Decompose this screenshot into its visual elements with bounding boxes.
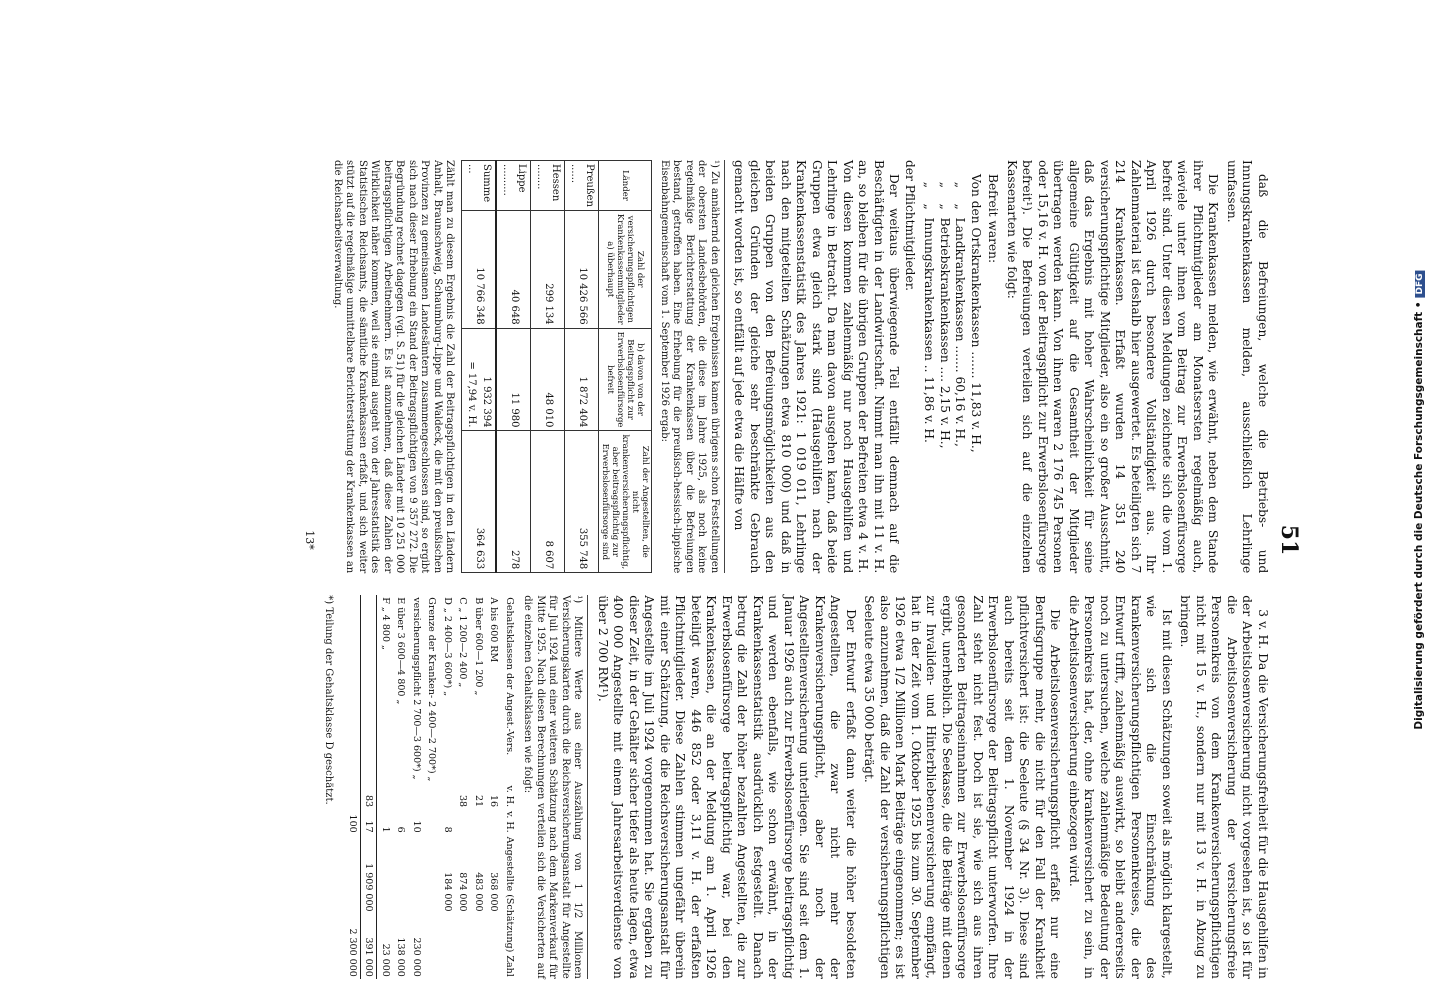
cell-count-2: [440, 914, 456, 979]
cell-pct-b: [424, 809, 440, 835]
cell-total: 10 766 348: [462, 210, 497, 328]
table-sum-row: [462, 161, 497, 573]
table-row: [393, 595, 409, 979]
header-pct-a: v. H.: [504, 785, 515, 808]
cell-count-1: 874 000: [457, 872, 469, 912]
cell-class: A bis 600 RM: [488, 597, 500, 663]
cell-count-2: [486, 914, 502, 979]
table-row: [565, 161, 599, 573]
left-paragraph-2: Die Krankenkassen melden, wie erwähnt, neben dem Stande ihrer Pflichtmitglieder am Monatsersten regelmäßig auch, wieviele unter ihnen vom Beitrag zur Erwerbslosenfürsorge befreit sind. Unter diesen Meldungen zeichnete sich die vom 1. April 1926 durch besondere Vollständigkeit aus. Ihr Zahlenmaterial ist deshalb hier ausgewertet. Es beteiligten sich 7 214 Krankenkassen. Erfaßt wurden 14 351 240 versicherungspflichtige Mitglieder, also ein so großer Ausschnitt, daß das Ergebnis mit hoher Wahrscheinlichkeit für seine allgemeine Gültigkeit auf die Gesamtheit der Mitglieder übertragen werden kann. Von ihnen waren 2 176 745 Personen oder 15,16 v. H. von der Beitragspflicht zur Erwerbslosenfürsorge befreit¹). Die Befreiungen verteilen sich auf die einzelnen Kassenarten wie folgt:: [1005, 160, 1221, 574]
cell-class: F „ 4 800 „: [380, 597, 391, 650]
right-paragraph-1: 3 v. H. Da die Versicherungsfreiheit für die Hausgehilfen in der Arbeitslosenversicherung nicht vorgesehen ist, so ist für die Arbeitslosenversicherung der versicherungsfreie Personenkreis von dem Krankenversicherungspflichtigen nicht mit 15 v. H., sondern nur mit 13 v. H. in Abzug zu bringen.: [1178, 595, 1270, 979]
cell-class: C „ 1 200—2 400 „: [457, 597, 469, 688]
page-footer-mark: 13*: [303, 530, 316, 550]
cell-pct-b: 1: [380, 826, 391, 833]
cell-count-1: 483 000: [473, 872, 484, 912]
salary-class-table: [345, 595, 518, 979]
table-row: [471, 595, 487, 979]
table-row: [486, 595, 502, 979]
salary-header-row: [502, 595, 518, 979]
two-column-body: [322, 160, 1270, 979]
cell-pct-b: 8: [442, 826, 453, 833]
dfg-credit: [1413, 270, 1425, 729]
table-row: [377, 595, 393, 979]
cell-pct-a: [424, 783, 440, 809]
cell-total: 299 134: [531, 210, 565, 328]
cell-count-1: 184 000: [442, 872, 453, 912]
cell-count-2: 23 000: [380, 943, 391, 977]
cell-pct-a: [377, 783, 393, 809]
table-header-row: [599, 161, 652, 573]
grand-count: 2 300 000: [345, 835, 361, 979]
cell-pct-a: [409, 783, 425, 809]
salary-grand-total-row: [345, 595, 361, 979]
cell-non-insured: 8 607: [531, 431, 565, 573]
cell-exempt: 11 980: [497, 328, 532, 431]
sum-exempt-value: 1 932 394: [481, 376, 493, 428]
cell-count-2: 138 000: [395, 937, 407, 977]
header-count: Angestellte (Schätzung) Zahl: [504, 836, 515, 977]
cell-land: Lippe ..........: [497, 161, 532, 211]
total-pct-a: 83: [361, 783, 378, 809]
table-row: [455, 595, 471, 979]
header-class: Gehaltsklassen der Angest.-Vers.: [504, 597, 515, 756]
cell-land: Summe ...: [462, 161, 497, 211]
cell-count-2: [471, 914, 487, 979]
header-exempt: b) davon von der Beitragspflicht zur Erwerbslosenfürsorge befreit: [599, 328, 652, 431]
dfg-credit-text: Digitalisierung gefördert durch die Deutsche Forschungsgemeinschaft •: [1413, 301, 1425, 730]
cell-class: D „ 2 400—3 600*) „: [442, 597, 453, 697]
cell-exempt: 1 872 404: [565, 328, 599, 431]
list-item: „ „ Betriebskrankenkassen .... 2,15 v. H.,: [938, 174, 952, 449]
grand-pct: 100: [345, 783, 361, 834]
cell-pct-a: 21: [473, 794, 484, 808]
cell-count-1: [424, 835, 440, 914]
cell-class: [345, 595, 361, 783]
dfg-sidebar: [1405, 0, 1434, 1000]
cell-pct-a: 16: [488, 794, 500, 808]
right-paragraph-2: Ist mit diesen Schätzungen soweit als möglich klargestellt, wie sich die Einschränkung des krankenversicherungspflichtigen Personenkreises, die der Entwurf trifft, zahlenmäßig auswirkt, so bleibt andererseits noch zu untersuchen, welche zahlenmäßige Bedeutung der Personenkreis hat, der, ohne krankenversichert zu sein, in die Arbeitslosenversicherung einbezogen wird.: [1067, 595, 1174, 979]
cell-count-2: [424, 914, 440, 979]
left-paragraph-3: Der weitaus überwiegende Teil entfällt demnach auf die Beschäftigten in der Landwirtschaft. Nimmt man ihn mit 11 v. H. an, so bleiben für die übrigen Gruppen der Befreiten etwa 4 v. H. Von diesen kommen zahlenmäßig nur noch Hausgehilfen und Lehrlinge in Betracht. Da man davon ausgehen kann, daß beide Gruppen etwa gleich stark sind (Hausgehilfen nach der Krankenkassenstatistik des Jahres 1921: 1 019 011, Lehrlinge nach den mitgeteilten Schätzungen etwa 810 000) und daß in beiden Gruppen von den Befreiungsmöglichkeiten aus den gleichen Gründen der gleiche sehr beschränkte Gebrauch gemacht worden ist, so entfällt auf jede etwa die Hälfte von: [732, 160, 902, 574]
list-item: Von den Ortskrankenkassen ....... 11,83 v. H.,: [969, 174, 983, 453]
total-pct-b: 17: [361, 809, 378, 835]
states-table: [462, 160, 653, 573]
table-row: [531, 161, 565, 573]
cell-pct-a: [440, 783, 456, 809]
cell-count-2: [455, 914, 471, 979]
rotated-document-page: [10, 140, 1310, 979]
left-paragraph-1: daß die Befreiungen, welche die Betriebs- und Innungskrankenkassen melden, ausschließlich Lehrlinge umfassen.: [1225, 160, 1270, 574]
cell-land: Preußen ......: [565, 161, 599, 211]
cell-land: Hessen ........: [531, 161, 565, 211]
cell-count-2: 230 000: [411, 937, 422, 977]
left-column: [322, 160, 1270, 573]
cell-pct-b: [455, 809, 471, 835]
exemption-list-end: der Pflichtmitglieder.: [903, 160, 917, 292]
cell-non-insured: 355 748: [565, 431, 599, 573]
page-number: 51: [1276, 524, 1302, 556]
dfg-logo: DFG: [1415, 270, 1425, 297]
cell-class: [361, 595, 378, 783]
right-footnote-2: *) Teilung der Gehaltsklasse D geschätzt.: [323, 595, 335, 805]
left-footnote: ¹) Zu annähernd den gleichen Ergebnissen kamen übrigens schon Feststellungen der obersten Landesbehörden, die diese im Jahre 1925, als noch keine regelmäßige Berichterstattung der Krankenkassen über die Befreiungen bestand, getroffen haben. Eine Erhebung für die preußisch-hessisch-lippische Eisenbahngemeinschaft vom 1. September 1926 ergab:: [658, 160, 726, 573]
cell-total: 10 426 566: [565, 210, 599, 328]
right-paragraph-4: Der Entwurf erfaßt dann weiter die höher besoldeten Angestellten, die zwar nicht mehr der Krankenversicherungspflicht, aber noch der Angestelltenversicherung unterliegen. Sie sind seit dem 1. Januar 1926 auch zur Erwerbslosenfürsorge beitragspflichtig und werden ebenfalls, wie schon erwähnt, in der Krankenkassenstatistik ausdrücklich festgestellt. Danach betrug die Zahl der höher bezahlten Angestellten, die zur Erwerbslosenfürsorge beitragspflichtig war, bei den Krankenkassen, die an der Meldung am 1. April 1926 beteiligt waren, 446 852 oder 3,11 v. H. der erfaßten Pflichtmitglieder. Diese Zahlen stimmen ungefähr überein mit einer Schätzung, die die Reichsversicherungsanstalt für Angestellte im Juli 1924 vorgenommen hat. Sie ergaben zu dieser Zeit, in der Gehälter sicher tiefer als heute lagen, etwa 400 000 Angestellte mit einem Jahresarbeitsverdienste von über 2 700 RM¹).: [596, 595, 858, 979]
header-non-insured: Zahl der Angestellten, die nicht krankenversicherungspflichtig, aber beitragspflichtig zur Erwerbslosenfürsorge sind: [599, 431, 652, 573]
left-footnote-continued: Zählt man zu diesem Ergebnis die Zahl der Beitragspflichtigen in den Ländern Anhalt, Braunschweig, Schaumburg-Lippe und Waldeck, die mit den preußischen Provinzen zu gemeinsamen Landesämtern zusammengeschlossen sind, so ergibt sich nach dieser Erhebung ein Stand der Beitragspflichtigen von 9 357 272. Die Begründung rechnet dagegen (vgl. S. 51) für die gleichen Länder mit 10 251 000 beitragspflichtigen Arbeitnehmern. Es ist anzunehmen, daß diese Zahlen der Wirklichkeit näher kommen, weil sie einmal ausgeht von der Jahresstatistik des Statistischen Reichsamts, die sämtliche Krankenkassen erfaßt, und sich weiter stützt auf die regelmäßige unmittelbare Berichterstattung der Krankenkassen an die Reichsarbeitsverwaltung.: [332, 160, 456, 574]
total-count-2: 391 000: [361, 914, 378, 979]
cell-count-1: [409, 835, 425, 914]
cell-exempt: [462, 328, 497, 431]
exemption-list-intro: Befreit waren:: [986, 174, 1001, 264]
cell-pct-a: [393, 783, 409, 809]
cell-non-insured: 278: [497, 431, 532, 573]
cell-pct-b: 6: [395, 826, 407, 833]
table-row: [497, 161, 532, 573]
table-row: [409, 595, 425, 979]
cell-count-1: 368 000: [488, 872, 500, 912]
cell-class: B über 600—1 200 „: [473, 597, 484, 696]
list-item: „ „ Innungskrankenkassen .. 11,86 v. H.: [922, 174, 937, 443]
header-land: Länder: [599, 161, 652, 211]
cell-pct-b: 10: [411, 820, 422, 833]
right-footnote: ¹) Mittlere Werte aus einer Auszählung von 1 1/2 Millionen Versicherungskarten durch die Reichsversicherungsanstalt für Angestellte für Juli 1924 und einer weiteren Schätzung nach dem Markenverkauf für Mitte 1925. Nach diesen Berechnungen verteilen sich die Versicherten auf die einzelnen Gehaltsklassen wie folgt:: [521, 595, 589, 979]
total-count-1: 1 909 000: [361, 835, 378, 914]
cell-class: Grenze der Kranken- 2 400—2 700*) „: [426, 597, 438, 782]
cell-pct-a: 38: [457, 794, 469, 808]
cell-class: versicherungspflicht 2 700—3 600*) „: [411, 597, 422, 780]
cell-count-1: [377, 835, 393, 914]
table-row: [440, 595, 456, 979]
cell-non-insured: 364 633: [462, 431, 497, 573]
cell-total: 40 648: [497, 210, 532, 328]
exemption-list: [921, 174, 983, 573]
header-total: Zahl der versicherungspflichtigen Krankenkassenmitglieder a) überhaupt: [599, 210, 652, 328]
table-row: [424, 595, 440, 979]
cell-pct-b: [486, 809, 502, 835]
list-item: „ „ Landkrankenkassen ....... 60,16 v. H.,: [953, 174, 968, 447]
right-column: [322, 595, 1270, 979]
sum-exempt-percent: = 17,94 v. H.: [466, 361, 477, 428]
header-pct-b: v. H.: [504, 811, 515, 833]
cell-pct-b: [471, 809, 487, 835]
cell-count-1: [393, 835, 409, 914]
right-paragraph-3: Die Arbeitslosenversicherungspflicht erfaßt nur eine Berufsgruppe mehr, die nicht für den Fall der Krankheit pflichtversichert ist: die Seeleute (§ 34 Nr. 3). Diese sind auch bereits seit dem 1. November 1924 in der Erwerbslosenfürsorge der Beitragspflicht unterworfen. Ihre Zahl steht nicht fest. Doch ist sie, wie sich aus ihren gesonderten Beitragseinnahmen zur Erwerbslosenfürsorge ergibt, unerheblich. Die Seekasse, die die Beiträge mit denen zur Invaliden- und Hinterbliebenenversicherung empfängt, hat in der Zeit vom 1. Oktober 1925 bis zum 30. September 1926 etwa 1/2 Millionen Mark Beiträge eingenommen; es ist also anzunehmen, daß die Zahl der versicherungspflichtigen Seeleute etwa 35 000 beträgt.: [862, 595, 1063, 979]
cell-exempt: 48 010: [531, 328, 565, 431]
cell-class: E über 3 600—4 800 „: [395, 597, 407, 705]
salary-total-row: [361, 595, 378, 979]
